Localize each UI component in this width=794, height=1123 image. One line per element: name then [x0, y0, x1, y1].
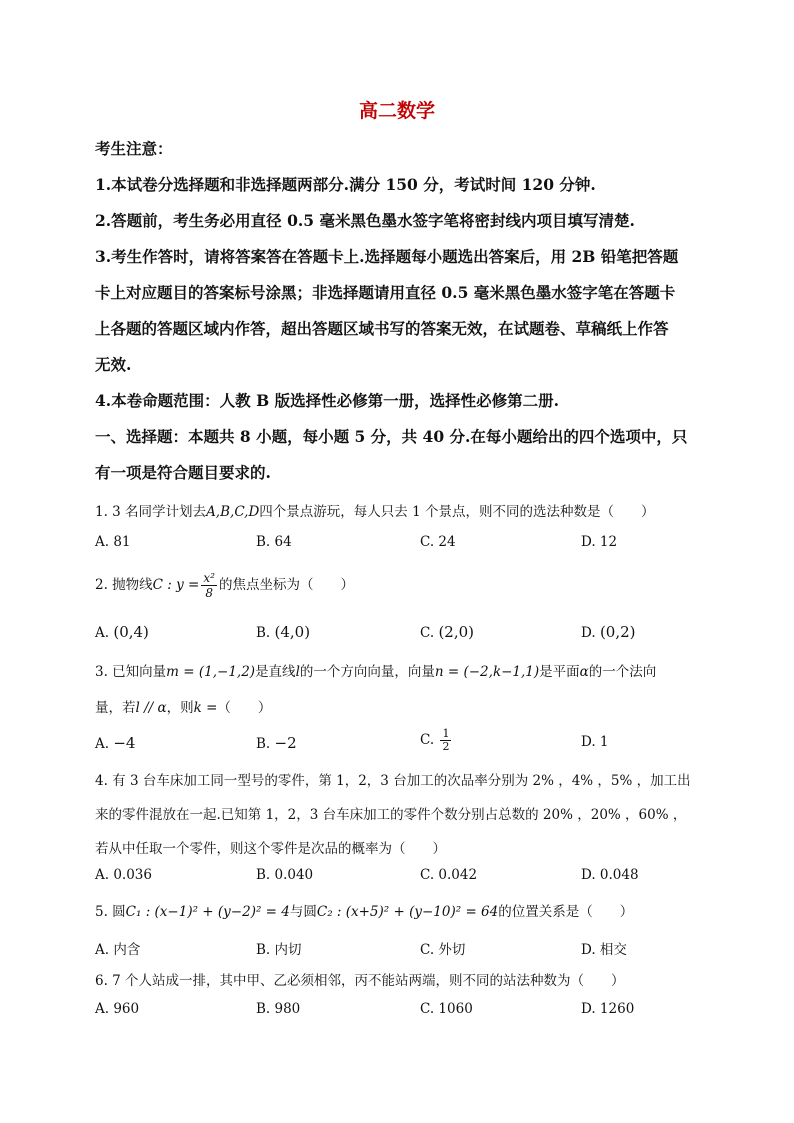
q2-option-c[interactable] — [420, 623, 474, 641]
q4-option-c[interactable]: C. 0.042 — [420, 867, 478, 883]
q1-option-b[interactable]: B. 64 — [256, 534, 292, 550]
q3-option-c[interactable] — [420, 728, 453, 753]
q3-k: k = — [193, 700, 218, 716]
q4-option-d[interactable]: D. 0.048 — [581, 867, 639, 883]
q5-option-c[interactable]: C. 外切 — [420, 942, 466, 958]
question-5-stem — [95, 895, 705, 929]
q3-option-b[interactable] — [256, 734, 297, 752]
page-title: 高二数学 — [358, 100, 435, 122]
q3-option-b-value: −2 — [274, 734, 297, 752]
q2-option-b[interactable] — [256, 623, 310, 641]
q3-l2-suffix: （ ） — [217, 700, 272, 716]
q1-prefix: 1. 3 名同学计划去 — [95, 504, 207, 520]
notice-item-3-line-2: 卡上对应题目的答案标号涂黑；非选择题请用直径 0.5 毫米黑色墨水签字笔在答题卡 — [95, 283, 676, 302]
notice-heading: 考生注意： — [95, 139, 173, 158]
q4-option-a[interactable]: A. 0.036 — [95, 867, 152, 883]
q2-option-a-label: A. — [95, 625, 110, 641]
q3-option-c-denominator: 2 — [442, 740, 450, 753]
notice-item-3-line-4: 无效. — [95, 355, 132, 374]
q3-option-d[interactable]: D. 1 — [581, 734, 609, 750]
q3-m-vector: m = (1,−1,2) — [166, 664, 256, 680]
q3-option-c-label: C. — [420, 732, 435, 748]
q3-option-a[interactable] — [95, 734, 135, 752]
q3-option-c-fraction — [440, 728, 451, 753]
q3-n-vector: n = (−2,k−1,1) — [434, 664, 540, 680]
notice-item-1: 1.本试卷分选择题和非选择题两部分.满分 150 分，考试时间 120 分钟. — [95, 175, 596, 194]
q3-plane: α — [579, 664, 589, 680]
q5-suffix: 的位置关系是（ ） — [498, 904, 634, 920]
q4-option-b[interactable]: B. 0.040 — [256, 867, 314, 883]
q6-option-a[interactable]: A. 960 — [95, 1001, 140, 1017]
q5-option-d[interactable]: D. 相交 — [581, 942, 627, 958]
q2-option-d[interactable] — [581, 623, 636, 641]
q1-suffix: 四个景点游玩，每人只去 1 个景点，则不同的选法种数是（ ） — [259, 504, 655, 520]
q2-numerator: x² — [203, 571, 215, 585]
q2-option-a-value: (0,4) — [113, 623, 149, 641]
q2-denominator: 8 — [205, 586, 213, 600]
notice-item-4: 4.本卷命题范围：人教 B 版选择性必修第一册，选择性必修第二册. — [95, 391, 559, 410]
q2-suffix: 的焦点坐标为（ ） — [218, 577, 354, 593]
section-heading-line-2: 有一项是符合题目要求的. — [95, 463, 271, 482]
question-3-options — [95, 727, 705, 756]
question-2-options — [95, 623, 705, 645]
question-1-stem — [95, 495, 705, 529]
notice-item-3-line-3: 上各题的答题区域内作答，超出答题区域书写的答案无效，在试题卷、草稿纸上作答 — [95, 319, 669, 338]
q2-prefix: 2. 抛物线 — [95, 577, 153, 593]
q6-option-c[interactable]: C. 1060 — [420, 1001, 473, 1017]
notice-item-2: 2.答题前，考生务必用直径 0.5 毫米黑色墨水签字笔将密封线内项目填写清楚. — [95, 211, 635, 230]
q3-l2-mid: ，则 — [166, 700, 194, 716]
q5-circle-2: C₂ : (x+5)² + (y−10)² = 64 — [316, 904, 499, 920]
q3-l1-mid2: 的一个方向向量，向量 — [299, 664, 435, 680]
q3-l2-prefix: 量，若 — [95, 700, 136, 716]
q2-option-b-value: (4,0) — [274, 623, 311, 641]
question-5 — [95, 895, 705, 929]
q1-option-a[interactable]: A. 81 — [95, 534, 131, 550]
question-3 — [95, 655, 705, 725]
q3-l1-suffix: 的一个法向 — [588, 664, 657, 680]
question-4-line-2: 来的零件混放在一起.已知第 1，2，3 台车床加工的零件个数分别占总数的 20% ，20% ，60% ， — [95, 807, 687, 823]
q3-line: l — [295, 664, 300, 680]
q5-mid: 与圆 — [289, 904, 317, 920]
q3-option-b-label: B. — [256, 736, 271, 752]
q6-option-b[interactable]: B. 980 — [256, 1001, 301, 1017]
question-4-options — [95, 867, 705, 889]
q3-option-c-numerator: 1 — [442, 727, 450, 740]
question-4-line-1: 4. 有 3 台车床加工同一型号的零件，第 1，2，3 台加工的次品率分别为 2% ，4% ，5% ，加工出 — [95, 773, 691, 789]
question-4-line-3: 若从中任取一个零件，则这个零件是次品的概率为（ ） — [95, 841, 446, 857]
q6-option-d[interactable]: D. 1260 — [581, 1001, 635, 1017]
question-3-line-2 — [95, 691, 705, 725]
q3-l1-prefix: 3. 已知向量 — [95, 664, 167, 680]
q2-option-d-value: (0,2) — [599, 623, 636, 641]
notice-block — [95, 131, 705, 491]
q3-l1-mid: 是直线 — [255, 664, 296, 680]
q5-option-a[interactable]: A. 内含 — [95, 942, 141, 958]
q2-option-a[interactable] — [95, 623, 149, 641]
q5-prefix: 5. 圆 — [95, 904, 126, 920]
q2-curve: C : y = — [152, 577, 200, 593]
section-heading-line-1: 一、选择题：本题共 8 小题，每小题 5 分，共 40 分.在每小题给出的四个选项中，只 — [95, 427, 688, 446]
question-6-options — [95, 1001, 705, 1023]
question-1 — [95, 495, 705, 529]
question-2-stem — [95, 566, 705, 604]
notice-item-3-line-1: 3.考生作答时，请将答案答在答题卡上.选择题每小题选出答案后，用 2B 铅笔把答题 — [95, 247, 679, 266]
q5-circle-1: C₁ : (x−1)² + (y−2)² = 4 — [125, 904, 290, 920]
q1-math: A,B,C,D — [206, 504, 260, 520]
q3-condition: l // α — [135, 700, 167, 716]
question-6 — [95, 964, 705, 998]
q2-option-c-label: C. — [420, 625, 435, 641]
q2-option-d-label: D. — [581, 625, 596, 641]
q2-fraction — [201, 571, 217, 600]
q3-option-a-value: −4 — [113, 734, 136, 752]
q2-option-c-value: (2,0) — [438, 623, 474, 641]
question-3-line-1 — [95, 655, 705, 689]
q2-option-b-label: B. — [256, 625, 271, 641]
question-6-stem: 6. 7 个人站成一排，其中甲、乙必须相邻，丙不能站两端，则不同的站法种数为（ ） — [95, 973, 625, 989]
q3-l1-mid3: 是平面 — [539, 664, 580, 680]
q5-option-b[interactable]: B. 内切 — [256, 942, 302, 958]
question-4 — [95, 764, 705, 866]
q1-option-c[interactable]: C. 24 — [420, 534, 456, 550]
question-2 — [95, 566, 705, 604]
question-5-options — [95, 938, 705, 960]
question-1-options — [95, 534, 705, 556]
q3-option-a-label: A. — [95, 736, 110, 752]
q1-option-d[interactable]: D. 12 — [581, 534, 618, 550]
